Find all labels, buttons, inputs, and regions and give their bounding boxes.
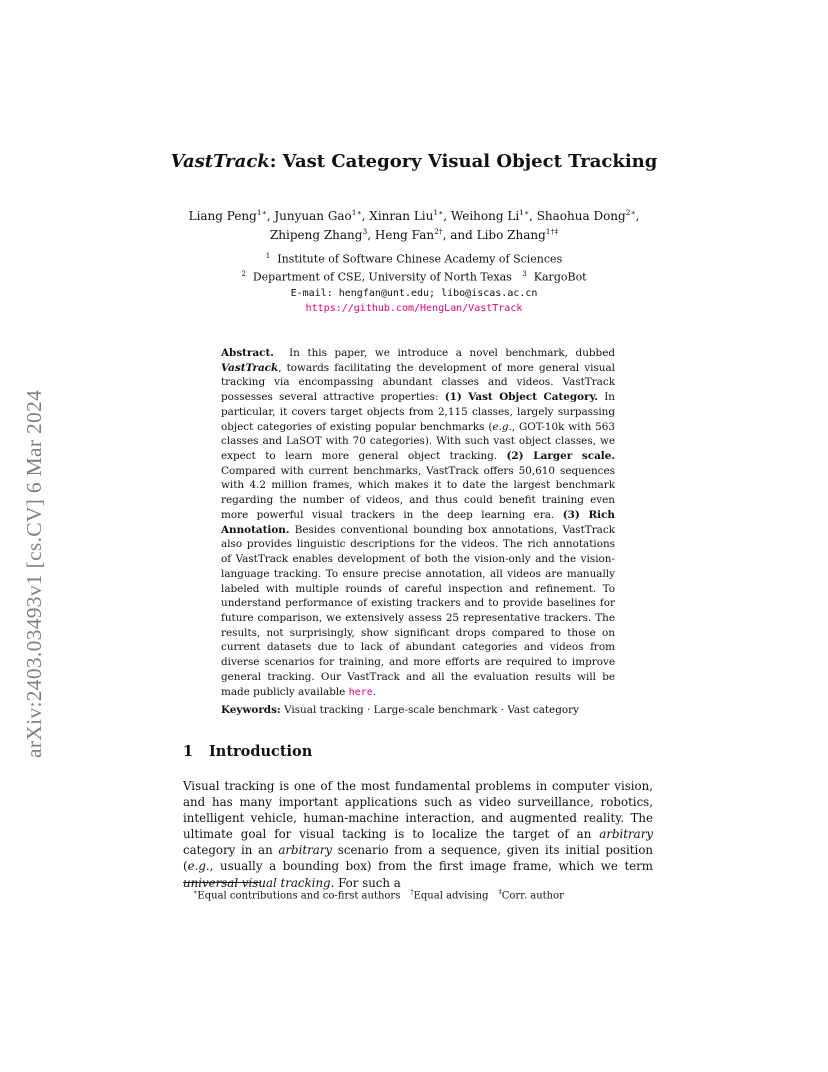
author-name: Shaohua Dong [536,209,626,223]
footnote [193,885,564,903]
body-italic: e.g. [187,859,210,874]
property-2-heading: (2) Larger scale. [506,450,615,463]
project-url-link[interactable]: https://github.com/HengLan/VastTrack [305,303,523,315]
author-name: Zhipeng Zhang [269,228,363,242]
abstract [221,346,615,700]
author-name: Weihong Li [450,209,520,223]
author-name: Heng Fan [374,228,435,242]
footnote-text: Equal contributions and co-first authors [197,890,401,902]
author-name: Junyuan Gao [274,209,352,223]
body-italic: arbitrary [599,827,654,842]
author-mark: 3 [362,227,368,236]
author-line-1: Liang Peng$^{1∗}$, Junyuan Gao$^{1∗}$, Xinran Liu$^{1∗}$, Weihong $Li^{1∗}$, Shaohua Dong$^{2∗}$, [188,208,640,223]
abstract-text: In particular, it covers target objects from 2,115 classes, largely surpassing object categories of existing popular benchmarks ( [221,391,615,433]
author-mark: 2∗ [625,208,636,217]
title-rest: : Vast Category Visual Object Tracking [269,151,658,172]
footnote-rule [183,882,260,883]
footnote-mark: ‡ [498,888,502,896]
abstract-text: Compared with current benchmarks, VastTrack offers 50,610 sequences with 4.2 million frames, which makes it to date the largest benchmark regarding the number of videos, and thus could benefit training even more powerful visual trackers in the deep learning era. [221,464,615,521]
property-3-heading: (3) Rich Annotation. [221,508,615,536]
property-1-heading: (1) Vast Object Category. [444,391,599,404]
body-text: scenario from a sequence, given its initial position ( [183,843,654,874]
affiliation-text: Institute of Software Chinese Academy of Sciences [277,252,563,266]
abstract-text: . [372,685,377,698]
author-list [150,205,678,243]
author-name: Libo Zhang [476,228,546,242]
abstract-label: Abstract. [221,347,274,359]
arxiv-stamp: arXiv:2403.03493v1 [cs.CV] 6 Mar 2024 [22,389,46,758]
body-italic: universal visual tracking [183,875,331,890]
benchmark-name: VastTrack [221,361,279,374]
body-text: category in an [183,843,273,858]
body-text: Visual tracking is one of the most fundamental problems in computer vision, and has many important applications such as video surveillance, robotics, intelligent vehicle, human-machine interaction, and augmented reality. The ultimate goal for visual tacking is to localize the target of an [183,779,653,842]
section-number: 1 [183,743,194,760]
introduction-paragraph [183,778,653,891]
affiliation-text: Department of CSE, University of North Texas [252,270,512,284]
abstract-eg: e.g. [492,420,512,433]
body-text: . For such a [330,875,401,890]
author-name: Liang Peng [188,209,257,223]
footnote-text: Corr. author [501,890,564,902]
author-mark: 1†‡ [545,227,559,236]
here-link[interactable]: here [348,686,373,698]
keywords-text: Visual tracking · Large-scale benchmark · Vast category [284,704,579,716]
body-italic: arbitrary [278,843,333,858]
abstract-text: , GOT-10k with 563 classes and LaSOT with 70 categories). With such vast object classes, we expect to learn more general object tracking. [221,420,615,463]
footnote-mark: ∗ [193,888,198,896]
body-text: , usually a bounding box) from the first image frame, which we term [209,859,653,874]
footnote-mark: † [410,888,414,896]
contact-email: E-mail: hengfan@unt.edu; libo@iscas.ac.cn [290,287,538,299]
author-mark: 1∗ [256,208,267,217]
title-italic-part: VastTrack [170,151,270,172]
affiliation-mark: 2 [241,270,246,279]
affiliation-2-3 [150,267,678,285]
affiliations [150,249,678,317]
author-mark: 1∗ [351,208,362,217]
keywords [221,703,615,718]
affiliation-1 [150,249,678,267]
author-line-2: Zhipeng Zhang$^3$, Heng Fan$^{2\dagger}$, and Libo Zhang$^{1\dagger\ddagger}$ [269,227,559,242]
paper-title [150,151,678,172]
affiliation-mark: 1 [265,252,271,260]
author-mark: 1∗ [519,208,530,217]
abstract-text: , towards facilitating the development of more general visual tracking via encompassing abundant classes and videos. VastTrack possesses several attractive properties: [221,361,615,404]
affiliation-mark: 3 [522,270,527,279]
footnote-text: Equal advising [413,890,489,902]
author-mark: 1∗ [433,208,444,217]
abstract-text: Besides conventional bounding box annotations, VastTrack also provides linguistic descriptions for the videos. The rich annotations of VastTrack enables development of both the vision-only and the vision-language tracking. To ensure precise annotation, all videos are manually labeled with multiple rounds of careful inspection and refinement. To understand performance of existing trackers and to provide baselines for future comparison, we extensively assess 25 representative trackers. The results, not surprisingly, show significant drops compared to those on current datasets due to lack of abundant categories and videos from diverse scenarios for training, and more efforts are required to improve general tracking. Our VastTrack and all the evaluation results will be made publicly available [221,523,615,698]
section-title: Introduction [209,743,313,760]
affiliation-text: KargoBot [533,270,587,284]
author-name: Xinran Liu [369,209,434,223]
author-mark: 2† [434,227,443,236]
section-heading [183,743,312,760]
keywords-label: Keywords: [221,704,281,716]
abstract-text: In this paper, we introduce a novel benchmark, dubbed [289,347,616,359]
